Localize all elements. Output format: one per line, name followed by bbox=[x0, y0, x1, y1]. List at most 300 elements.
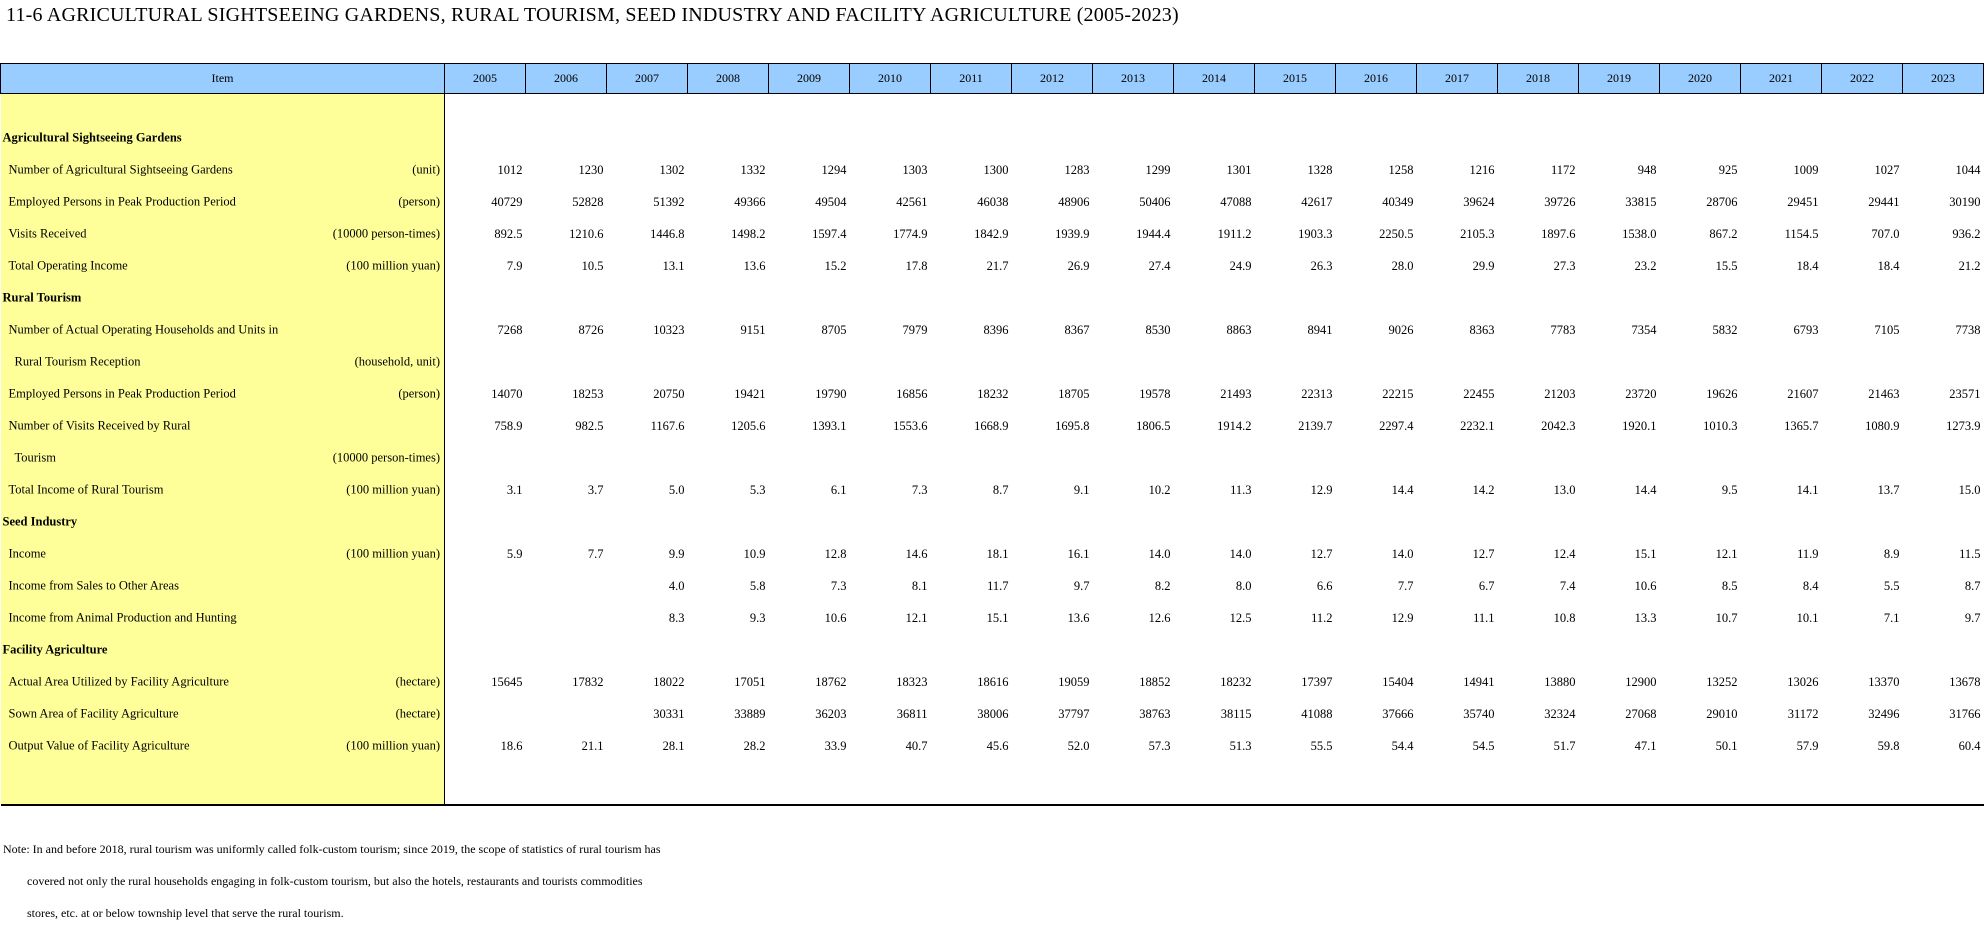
value-cell: 1446.8 bbox=[650, 226, 685, 241]
value-cell: 9026 bbox=[1388, 322, 1414, 337]
value-cell: 37797 bbox=[1058, 706, 1090, 721]
value-cell-empty bbox=[607, 762, 688, 805]
value-cell: 39726 bbox=[1544, 194, 1576, 209]
value-cell bbox=[445, 698, 526, 730]
value-cell: 38006 bbox=[977, 706, 1009, 721]
item-cell bbox=[1, 346, 445, 378]
value-cell-empty bbox=[1741, 634, 1822, 666]
value-cell-empty bbox=[1498, 634, 1579, 666]
value-cell: 17397 bbox=[1301, 674, 1333, 689]
value-cell: 12.6 bbox=[1148, 610, 1171, 625]
value-cell: 30190 bbox=[1949, 194, 1981, 209]
value-cell: 10.5 bbox=[581, 258, 604, 273]
value-cell-empty bbox=[1741, 122, 1822, 154]
value-cell: 9.5 bbox=[1721, 482, 1738, 497]
value-cell: 13.7 bbox=[1877, 482, 1900, 497]
header-row bbox=[1, 64, 1984, 94]
value-cell: 8705 bbox=[821, 322, 847, 337]
header-year-2018: 2018 bbox=[1498, 64, 1579, 94]
value-cell-empty bbox=[1417, 94, 1498, 123]
tail-row bbox=[1, 762, 1984, 805]
value-cell-empty bbox=[607, 282, 688, 314]
item-cell bbox=[1, 730, 445, 762]
value-cell: 52.0 bbox=[1067, 738, 1090, 753]
value-cell: 18253 bbox=[572, 386, 604, 401]
table-row bbox=[1, 378, 1984, 410]
value-cell: 60.4 bbox=[1958, 738, 1981, 753]
value-cell: 1010.3 bbox=[1703, 418, 1738, 433]
value-cell: 1668.9 bbox=[974, 418, 1009, 433]
item-cell bbox=[1, 474, 445, 506]
value-cell: 13026 bbox=[1787, 674, 1819, 689]
value-cell: 12900 bbox=[1625, 674, 1657, 689]
value-cell: 14.0 bbox=[1391, 546, 1414, 561]
value-cell: 38115 bbox=[1220, 706, 1252, 721]
unit-label: (10000 person-times) bbox=[332, 226, 440, 241]
value-cell: 17832 bbox=[572, 674, 604, 689]
value-cell-empty bbox=[1741, 282, 1822, 314]
header-year-2023: 2023 bbox=[1903, 64, 1984, 94]
value-cell-empty bbox=[607, 122, 688, 154]
unit-label: (hectare) bbox=[395, 706, 440, 721]
value-cell: 14.4 bbox=[1634, 482, 1657, 497]
header-year-2021: 2021 bbox=[1741, 64, 1822, 94]
value-cell: 21607 bbox=[1787, 386, 1819, 401]
item-label: Rural Tourism Reception bbox=[14, 354, 141, 369]
value-cell: 2139.7 bbox=[1298, 418, 1333, 433]
table-body bbox=[1, 94, 1984, 806]
value-cell: 29441 bbox=[1868, 194, 1900, 209]
value-cell: 49366 bbox=[734, 194, 766, 209]
value-cell: 50.1 bbox=[1715, 738, 1738, 753]
value-cell: 2042.3 bbox=[1541, 418, 1576, 433]
value-cell-empty bbox=[1579, 506, 1660, 538]
value-cell: 13.3 bbox=[1634, 610, 1657, 625]
value-cell: 45.6 bbox=[986, 738, 1009, 753]
value-cell-empty bbox=[1174, 762, 1255, 805]
value-cell-empty bbox=[1255, 762, 1336, 805]
value-cell-empty bbox=[1012, 762, 1093, 805]
value-cell: 6.6 bbox=[1316, 578, 1333, 593]
value-cell-empty bbox=[931, 506, 1012, 538]
value-cell-empty bbox=[850, 506, 931, 538]
value-cell bbox=[1579, 442, 1660, 474]
value-cell: 21493 bbox=[1220, 386, 1252, 401]
table-row bbox=[1, 698, 1984, 730]
item-cell bbox=[1, 602, 445, 634]
table-note bbox=[3, 833, 661, 929]
value-cell: 1258 bbox=[1388, 162, 1414, 177]
value-cell: 1393.1 bbox=[812, 418, 847, 433]
value-cell-empty bbox=[1012, 282, 1093, 314]
value-cell: 5.5 bbox=[1883, 578, 1900, 593]
value-cell: 1216 bbox=[1469, 162, 1495, 177]
value-cell: 32496 bbox=[1868, 706, 1900, 721]
value-cell bbox=[1336, 442, 1417, 474]
item-label: Number of Visits Received by Rural bbox=[8, 418, 191, 433]
value-cell: 8.1 bbox=[911, 578, 928, 593]
value-cell bbox=[526, 346, 607, 378]
value-cell-empty bbox=[1579, 282, 1660, 314]
value-cell: 11.2 bbox=[1311, 610, 1333, 625]
value-cell-empty bbox=[526, 762, 607, 805]
value-cell: 7.3 bbox=[830, 578, 847, 593]
value-cell: 59.8 bbox=[1877, 738, 1900, 753]
value-cell-empty bbox=[688, 506, 769, 538]
value-cell: 10.7 bbox=[1715, 610, 1738, 625]
section-header-cell bbox=[1, 122, 445, 154]
value-cell bbox=[607, 346, 688, 378]
value-cell: 8.5 bbox=[1721, 578, 1738, 593]
value-cell: 40349 bbox=[1382, 194, 1414, 209]
value-cell-empty bbox=[1660, 634, 1741, 666]
value-cell: 21203 bbox=[1544, 386, 1576, 401]
value-cell: 18.4 bbox=[1877, 258, 1900, 273]
value-cell-empty bbox=[1255, 94, 1336, 123]
value-cell: 1303 bbox=[902, 162, 928, 177]
value-cell: 40729 bbox=[491, 194, 523, 209]
item-cell-empty bbox=[1, 762, 445, 805]
value-cell-empty bbox=[1255, 122, 1336, 154]
value-cell: 7354 bbox=[1631, 322, 1657, 337]
value-cell: 18323 bbox=[896, 674, 928, 689]
value-cell-empty bbox=[1012, 634, 1093, 666]
value-cell: 10.8 bbox=[1553, 610, 1576, 625]
value-cell: 7268 bbox=[497, 322, 523, 337]
value-cell: 1365.7 bbox=[1784, 418, 1819, 433]
value-cell: 18.1 bbox=[986, 546, 1009, 561]
value-cell-empty bbox=[1498, 506, 1579, 538]
value-cell: 29451 bbox=[1787, 194, 1819, 209]
value-cell: 54.4 bbox=[1391, 738, 1414, 753]
header-year-2020: 2020 bbox=[1660, 64, 1741, 94]
value-cell: 28.1 bbox=[662, 738, 685, 753]
table-row bbox=[1, 186, 1984, 218]
value-cell-empty bbox=[1660, 94, 1741, 123]
table-row bbox=[1, 218, 1984, 250]
value-cell: 14.2 bbox=[1472, 482, 1495, 497]
value-cell-empty bbox=[1660, 282, 1741, 314]
item-cell bbox=[1, 698, 445, 730]
value-cell-empty bbox=[1579, 122, 1660, 154]
value-cell: 948 bbox=[1637, 162, 1657, 177]
value-cell: 9.7 bbox=[1073, 578, 1090, 593]
value-cell: 6.7 bbox=[1478, 578, 1495, 593]
value-cell: 55.5 bbox=[1310, 738, 1333, 753]
value-cell-empty bbox=[931, 94, 1012, 123]
value-cell: 13.6 bbox=[1067, 610, 1090, 625]
value-cell: 21.2 bbox=[1958, 258, 1981, 273]
value-cell: 1695.8 bbox=[1055, 418, 1090, 433]
value-cell: 1273.9 bbox=[1946, 418, 1981, 433]
value-cell: 14070 bbox=[491, 386, 523, 401]
value-cell-empty bbox=[1093, 94, 1174, 123]
value-cell: 1009 bbox=[1793, 162, 1819, 177]
item-cell bbox=[1, 154, 445, 186]
value-cell: 2297.4 bbox=[1379, 418, 1414, 433]
unit-label: (100 million yuan) bbox=[346, 546, 440, 561]
value-cell-empty bbox=[1174, 506, 1255, 538]
table-row bbox=[1, 346, 1984, 378]
value-cell: 18232 bbox=[1220, 674, 1252, 689]
table-row bbox=[1, 250, 1984, 282]
value-cell: 1154.5 bbox=[1784, 226, 1819, 241]
value-cell bbox=[1093, 346, 1174, 378]
item-cell bbox=[1, 250, 445, 282]
value-cell: 936.2 bbox=[1952, 226, 1981, 241]
value-cell-empty bbox=[1174, 634, 1255, 666]
value-cell-empty bbox=[1498, 762, 1579, 805]
value-cell: 1920.1 bbox=[1622, 418, 1657, 433]
table-row bbox=[1, 730, 1984, 762]
value-cell: 8367 bbox=[1064, 322, 1090, 337]
value-cell-empty bbox=[1174, 94, 1255, 123]
value-cell: 19578 bbox=[1139, 386, 1171, 401]
value-cell: 33.9 bbox=[824, 738, 847, 753]
value-cell: 11.7 bbox=[987, 578, 1009, 593]
unit-label: (100 million yuan) bbox=[346, 482, 440, 497]
value-cell: 8.3 bbox=[668, 610, 685, 625]
value-cell: 7.9 bbox=[506, 258, 523, 273]
item-label: Visits Received bbox=[8, 226, 87, 241]
value-cell: 31172 bbox=[1787, 706, 1819, 721]
value-cell: 33815 bbox=[1625, 194, 1657, 209]
value-cell bbox=[1417, 346, 1498, 378]
value-cell: 30331 bbox=[653, 706, 685, 721]
value-cell: 38763 bbox=[1139, 706, 1171, 721]
value-cell: 707.0 bbox=[1871, 226, 1900, 241]
value-cell: 31766 bbox=[1949, 706, 1981, 721]
value-cell: 2232.1 bbox=[1460, 418, 1495, 433]
value-cell-empty bbox=[769, 282, 850, 314]
value-cell: 1301 bbox=[1226, 162, 1252, 177]
value-cell-empty bbox=[769, 94, 850, 123]
value-cell: 7.1 bbox=[1883, 610, 1900, 625]
value-cell: 13678 bbox=[1949, 674, 1981, 689]
value-cell-empty bbox=[1417, 634, 1498, 666]
value-cell-empty bbox=[850, 634, 931, 666]
value-cell: 52828 bbox=[572, 194, 604, 209]
value-cell bbox=[526, 698, 607, 730]
value-cell: 14.0 bbox=[1148, 546, 1171, 561]
value-cell: 1230 bbox=[578, 162, 604, 177]
value-cell bbox=[1255, 442, 1336, 474]
value-cell: 54.5 bbox=[1472, 738, 1495, 753]
value-cell bbox=[1174, 346, 1255, 378]
section-header-row bbox=[1, 634, 1984, 666]
value-cell bbox=[445, 570, 526, 602]
value-cell-empty bbox=[850, 282, 931, 314]
table-header bbox=[1, 64, 1984, 94]
value-cell: 57.3 bbox=[1148, 738, 1171, 753]
value-cell: 8.4 bbox=[1802, 578, 1819, 593]
value-cell-empty bbox=[1012, 506, 1093, 538]
section-header-row bbox=[1, 506, 1984, 538]
section-header-row bbox=[1, 122, 1984, 154]
table-row bbox=[1, 538, 1984, 570]
value-cell bbox=[1822, 442, 1903, 474]
note-line: stores, etc. at or below township level that serve the rural tourism. bbox=[27, 906, 344, 920]
value-cell: 13.1 bbox=[662, 258, 685, 273]
value-cell: 9.3 bbox=[749, 610, 766, 625]
value-cell: 18616 bbox=[977, 674, 1009, 689]
value-cell: 32324 bbox=[1544, 706, 1576, 721]
header-item: Item bbox=[1, 64, 445, 94]
unit-label: (hectare) bbox=[395, 674, 440, 689]
value-cell: 3.7 bbox=[587, 482, 604, 497]
value-cell: 13370 bbox=[1868, 674, 1900, 689]
header-year-2011: 2011 bbox=[931, 64, 1012, 94]
value-cell: 50406 bbox=[1139, 194, 1171, 209]
value-cell: 18.6 bbox=[500, 738, 523, 753]
value-cell: 1842.9 bbox=[974, 226, 1009, 241]
value-cell bbox=[1093, 442, 1174, 474]
value-cell: 1294 bbox=[821, 162, 847, 177]
value-cell-empty bbox=[1822, 762, 1903, 805]
value-cell-empty bbox=[1822, 94, 1903, 123]
value-cell: 12.7 bbox=[1472, 546, 1495, 561]
value-cell: 5.8 bbox=[749, 578, 766, 593]
value-cell: 7783 bbox=[1550, 322, 1576, 337]
value-cell: 14.6 bbox=[905, 546, 928, 561]
value-cell: 8363 bbox=[1469, 322, 1495, 337]
value-cell bbox=[526, 570, 607, 602]
value-cell: 47.1 bbox=[1634, 738, 1657, 753]
value-cell: 22215 bbox=[1382, 386, 1414, 401]
section-label: Facility Agriculture bbox=[2, 642, 108, 657]
table-row bbox=[1, 442, 1984, 474]
value-cell: 10323 bbox=[653, 322, 685, 337]
section-header-cell bbox=[1, 506, 445, 538]
value-cell: 40.7 bbox=[905, 738, 928, 753]
value-cell-empty bbox=[445, 506, 526, 538]
value-cell-empty bbox=[688, 282, 769, 314]
value-cell-empty bbox=[1336, 282, 1417, 314]
unit-label: (10000 person-times) bbox=[332, 450, 440, 465]
value-cell-empty bbox=[1660, 506, 1741, 538]
value-cell: 14.0 bbox=[1229, 546, 1252, 561]
value-cell-empty bbox=[1903, 634, 1984, 666]
value-cell: 9.1 bbox=[1073, 482, 1090, 497]
value-cell: 51.3 bbox=[1229, 738, 1252, 753]
value-cell: 49504 bbox=[815, 194, 847, 209]
value-cell bbox=[1660, 346, 1741, 378]
value-cell: 1205.6 bbox=[731, 418, 766, 433]
value-cell: 1553.6 bbox=[893, 418, 928, 433]
value-cell bbox=[1012, 442, 1093, 474]
value-cell: 8.9 bbox=[1883, 546, 1900, 561]
value-cell: 46038 bbox=[977, 194, 1009, 209]
value-cell-empty bbox=[1093, 282, 1174, 314]
value-cell: 1498.2 bbox=[731, 226, 766, 241]
value-cell bbox=[1012, 346, 1093, 378]
value-cell-empty bbox=[850, 94, 931, 123]
statistics-table bbox=[0, 63, 1984, 806]
item-label: Income from Sales to Other Areas bbox=[8, 578, 179, 593]
value-cell: 21.7 bbox=[986, 258, 1009, 273]
value-cell-empty bbox=[850, 762, 931, 805]
table-row bbox=[1, 314, 1984, 346]
value-cell: 27.3 bbox=[1553, 258, 1576, 273]
value-cell: 5.3 bbox=[749, 482, 766, 497]
value-cell: 16.1 bbox=[1067, 546, 1090, 561]
value-cell: 12.4 bbox=[1553, 546, 1576, 561]
value-cell: 12.9 bbox=[1310, 482, 1333, 497]
statistics-table-container bbox=[0, 63, 1984, 806]
value-cell: 29.9 bbox=[1472, 258, 1495, 273]
value-cell: 1012 bbox=[497, 162, 523, 177]
value-cell-empty bbox=[1093, 506, 1174, 538]
value-cell: 7.7 bbox=[587, 546, 604, 561]
section-header-cell bbox=[1, 634, 445, 666]
value-cell: 15645 bbox=[491, 674, 523, 689]
value-cell: 15404 bbox=[1382, 674, 1414, 689]
value-cell: 892.5 bbox=[494, 226, 523, 241]
value-cell: 11.5 bbox=[1959, 546, 1981, 561]
unit-label: (100 million yuan) bbox=[346, 258, 440, 273]
value-cell: 1283 bbox=[1064, 162, 1090, 177]
value-cell: 17051 bbox=[734, 674, 766, 689]
value-cell-empty bbox=[769, 634, 850, 666]
header-year-2005: 2005 bbox=[445, 64, 526, 94]
value-cell: 8530 bbox=[1145, 322, 1171, 337]
value-cell-empty bbox=[1417, 762, 1498, 805]
value-cell: 1914.2 bbox=[1217, 418, 1252, 433]
value-cell: 29010 bbox=[1706, 706, 1738, 721]
value-cell: 1302 bbox=[659, 162, 685, 177]
value-cell-empty bbox=[1012, 122, 1093, 154]
value-cell: 19626 bbox=[1706, 386, 1738, 401]
value-cell-empty bbox=[445, 282, 526, 314]
header-year-2015: 2015 bbox=[1255, 64, 1336, 94]
item-cell bbox=[1, 218, 445, 250]
section-label: Agricultural Sightseeing Gardens bbox=[2, 130, 182, 145]
value-cell: 2105.3 bbox=[1460, 226, 1495, 241]
value-cell: 7.7 bbox=[1397, 578, 1414, 593]
value-cell-empty bbox=[445, 634, 526, 666]
value-cell-empty bbox=[1579, 762, 1660, 805]
item-cell bbox=[1, 570, 445, 602]
value-cell: 7738 bbox=[1955, 322, 1981, 337]
value-cell-empty bbox=[688, 634, 769, 666]
value-cell: 12.1 bbox=[1715, 546, 1738, 561]
value-cell-empty bbox=[1822, 122, 1903, 154]
value-cell: 1044 bbox=[1955, 162, 1981, 177]
value-cell: 10.6 bbox=[1634, 578, 1657, 593]
value-cell: 2250.5 bbox=[1379, 226, 1414, 241]
header-year-2019: 2019 bbox=[1579, 64, 1660, 94]
value-cell-empty bbox=[1579, 634, 1660, 666]
value-cell: 8.7 bbox=[1964, 578, 1981, 593]
value-cell: 10.1 bbox=[1796, 610, 1819, 625]
value-cell: 8941 bbox=[1307, 322, 1333, 337]
value-cell: 1774.9 bbox=[893, 226, 928, 241]
header-year-2014: 2014 bbox=[1174, 64, 1255, 94]
value-cell: 23720 bbox=[1625, 386, 1657, 401]
value-cell: 1903.3 bbox=[1298, 226, 1333, 241]
value-cell-empty bbox=[526, 506, 607, 538]
value-cell bbox=[1660, 442, 1741, 474]
value-cell-empty bbox=[1579, 94, 1660, 123]
item-label: Tourism bbox=[14, 450, 56, 465]
value-cell: 18.4 bbox=[1796, 258, 1819, 273]
value-cell-empty bbox=[1498, 94, 1579, 123]
value-cell bbox=[1822, 346, 1903, 378]
header-year-2010: 2010 bbox=[850, 64, 931, 94]
value-cell: 13252 bbox=[1706, 674, 1738, 689]
value-cell-empty bbox=[1255, 282, 1336, 314]
value-cell: 5.9 bbox=[506, 546, 523, 561]
